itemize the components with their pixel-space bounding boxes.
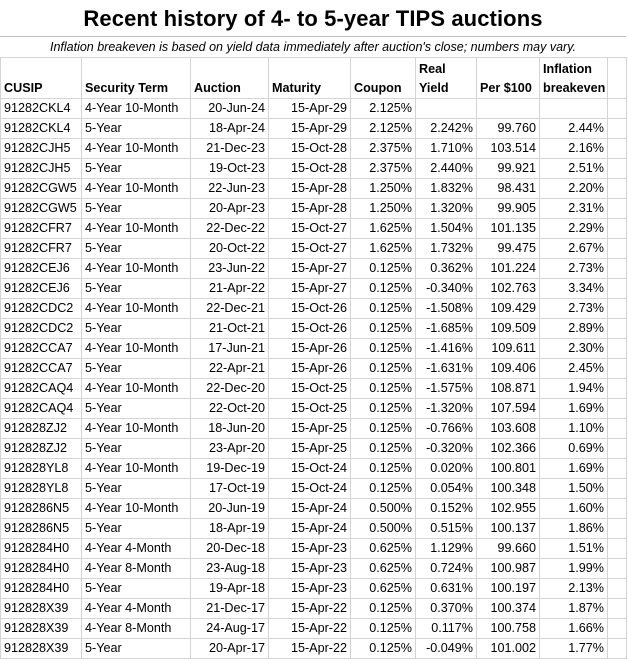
cell-auction: 21-Dec-23 [191,139,269,159]
cell-auction: 23-Jun-22 [191,259,269,279]
cell-auction: 22-Dec-21 [191,299,269,319]
cell-maturity: 15-Apr-26 [269,339,351,359]
cell-real-yield: 0.362% [416,259,477,279]
cell-coupon: 1.250% [351,179,416,199]
cell-per-100: 102.366 [477,439,540,459]
cell-per-100: 99.475 [477,239,540,259]
cell-coupon: 0.125% [351,619,416,639]
cell-cusip: 912828X39 [1,619,82,639]
cell-coupon: 0.125% [351,339,416,359]
cell-per-100: 99.905 [477,199,540,219]
cell-coupon: 0.125% [351,399,416,419]
empty-cell [608,379,627,399]
cell-maturity: 15-Oct-27 [269,219,351,239]
cell-coupon: 2.125% [351,99,416,119]
cell-inflation-breakeven: 2.73% [540,259,608,279]
cell-real-yield: 0.054% [416,479,477,499]
table-row [1,599,627,619]
table-row [1,159,627,179]
cell-coupon: 0.125% [351,319,416,339]
table-row [1,439,627,459]
cell-per-100: 100.348 [477,479,540,499]
cell-maturity: 15-Apr-22 [269,619,351,639]
cell-real-yield: 0.515% [416,519,477,539]
cell-cusip: 91282CDC2 [1,319,82,339]
cell-cusip: 91282CCA7 [1,359,82,379]
cell-coupon: 0.125% [351,479,416,499]
cell-inflation-breakeven: 2.13% [540,579,608,599]
cell-cusip: 91282CEJ6 [1,259,82,279]
table-row [1,399,627,419]
cell-auction: 22-Dec-20 [191,379,269,399]
cell-inflation-breakeven: 2.89% [540,319,608,339]
empty-cell [608,279,627,299]
cell-cusip: 91282CFR7 [1,219,82,239]
table-body [1,99,627,659]
table-row [1,319,627,339]
table-row [1,239,627,259]
cell-real-yield [416,99,477,119]
empty-cell [608,339,627,359]
empty-cell [608,159,627,179]
empty-cell [608,499,627,519]
cell-per-100: 99.660 [477,539,540,559]
cell-real-yield: 1.832% [416,179,477,199]
header-row [1,58,627,99]
cell-maturity: 15-Oct-27 [269,239,351,259]
cell-inflation-breakeven: 2.20% [540,179,608,199]
cell-real-yield: 0.370% [416,599,477,619]
cell-maturity: 15-Apr-26 [269,359,351,379]
cell-coupon: 1.625% [351,219,416,239]
table-row [1,359,627,379]
cell-coupon: 0.125% [351,639,416,659]
cell-real-yield: 1.732% [416,239,477,259]
cell-inflation-breakeven: 1.69% [540,459,608,479]
header-inflation-breakeven: Inflation breakeven [540,58,608,99]
cell-per-100: 109.611 [477,339,540,359]
cell-coupon: 0.125% [351,459,416,479]
cell-coupon: 0.125% [351,439,416,459]
table-row [1,379,627,399]
cell-real-yield: -1.575% [416,379,477,399]
cell-coupon: 0.125% [351,299,416,319]
cell-auction: 20-Jun-19 [191,499,269,519]
empty-cell [608,299,627,319]
cell-auction: 19-Apr-18 [191,579,269,599]
cell-per-100: 101.135 [477,219,540,239]
table-row [1,579,627,599]
table-row [1,639,627,659]
cell-per-100: 99.760 [477,119,540,139]
cell-inflation-breakeven: 1.99% [540,559,608,579]
cell-real-yield: -1.631% [416,359,477,379]
cell-inflation-breakeven: 2.16% [540,139,608,159]
table-row [1,339,627,359]
cell-auction: 23-Aug-18 [191,559,269,579]
cell-cusip: 91282CFR7 [1,239,82,259]
cell-inflation-breakeven: 1.87% [540,599,608,619]
table-row [1,559,627,579]
cell-inflation-breakeven: 2.45% [540,359,608,379]
cell-inflation-breakeven: 1.66% [540,619,608,639]
cell-real-yield: 0.152% [416,499,477,519]
cell-coupon: 0.125% [351,599,416,619]
cell-security-term: 5-Year [82,579,191,599]
table-row [1,139,627,159]
empty-cell [608,579,627,599]
cell-maturity: 15-Apr-25 [269,439,351,459]
cell-real-yield: 0.020% [416,459,477,479]
cell-maturity: 15-Oct-24 [269,459,351,479]
cell-per-100: 103.514 [477,139,540,159]
cell-auction: 17-Jun-21 [191,339,269,359]
cell-cusip: 91282CKL4 [1,119,82,139]
cell-per-100: 109.429 [477,299,540,319]
cell-per-100: 103.608 [477,419,540,439]
cell-cusip: 9128284H0 [1,559,82,579]
cell-security-term: 5-Year [82,519,191,539]
cell-coupon: 0.625% [351,559,416,579]
cell-inflation-breakeven: 2.67% [540,239,608,259]
cell-security-term: 4-Year 10-Month [82,339,191,359]
cell-maturity: 15-Apr-27 [269,279,351,299]
cell-security-term: 5-Year [82,279,191,299]
table-title: Recent history of 4- to 5-year TIPS auctions [83,6,543,31]
cell-real-yield: 1.129% [416,539,477,559]
cell-cusip: 91282CDC2 [1,299,82,319]
cell-maturity: 15-Oct-25 [269,399,351,419]
cell-per-100: 100.137 [477,519,540,539]
table-row [1,99,627,119]
cell-auction: 17-Oct-19 [191,479,269,499]
cell-real-yield: 2.242% [416,119,477,139]
cell-cusip: 91282CKL4 [1,99,82,119]
cell-maturity: 15-Apr-25 [269,419,351,439]
cell-auction: 22-Jun-23 [191,179,269,199]
cell-auction: 18-Apr-24 [191,119,269,139]
cell-inflation-breakeven: 1.94% [540,379,608,399]
cell-inflation-breakeven: 2.51% [540,159,608,179]
cell-cusip: 912828YL8 [1,459,82,479]
cell-auction: 20-Apr-23 [191,199,269,219]
cell-cusip: 912828ZJ2 [1,439,82,459]
empty-cell [608,399,627,419]
cell-inflation-breakeven: 1.60% [540,499,608,519]
empty-cell [608,539,627,559]
cell-security-term: 5-Year [82,119,191,139]
header-maturity: Maturity [269,58,351,99]
empty-cell [608,179,627,199]
cell-inflation-breakeven: 1.77% [540,639,608,659]
cell-auction: 23-Apr-20 [191,439,269,459]
table-row [1,499,627,519]
table-row [1,199,627,219]
empty-cell [608,599,627,619]
header-cusip: CUSIP [1,58,82,99]
cell-coupon: 0.500% [351,499,416,519]
cell-auction: 20-Oct-22 [191,239,269,259]
cell-maturity: 15-Apr-28 [269,179,351,199]
cell-security-term: 4-Year 10-Month [82,99,191,119]
cell-cusip: 91282CEJ6 [1,279,82,299]
cell-per-100: 109.406 [477,359,540,379]
cell-coupon: 0.125% [351,259,416,279]
header-per-100: Per $100 [477,58,540,99]
cell-security-term: 4-Year 10-Month [82,259,191,279]
cell-auction: 19-Dec-19 [191,459,269,479]
cell-security-term: 4-Year 10-Month [82,419,191,439]
cell-security-term: 5-Year [82,159,191,179]
cell-auction: 21-Apr-22 [191,279,269,299]
table-row [1,119,627,139]
cell-auction: 18-Apr-19 [191,519,269,539]
cell-cusip: 91282CJH5 [1,139,82,159]
cell-cusip: 91282CAQ4 [1,399,82,419]
cell-auction: 22-Apr-21 [191,359,269,379]
cell-inflation-breakeven: 1.86% [540,519,608,539]
cell-security-term: 4-Year 4-Month [82,539,191,559]
cell-real-yield: 1.504% [416,219,477,239]
cell-inflation-breakeven: 1.69% [540,399,608,419]
cell-maturity: 15-Apr-29 [269,99,351,119]
empty-cell [608,319,627,339]
cell-maturity: 15-Apr-23 [269,579,351,599]
cell-auction: 22-Dec-22 [191,219,269,239]
cell-maturity: 15-Oct-26 [269,299,351,319]
cell-cusip: 91282CAQ4 [1,379,82,399]
cell-cusip: 912828YL8 [1,479,82,499]
cell-maturity: 15-Apr-28 [269,199,351,219]
cell-maturity: 15-Apr-27 [269,259,351,279]
cell-real-yield: 1.320% [416,199,477,219]
cell-cusip: 91282CGW5 [1,199,82,219]
cell-cusip: 912828X39 [1,639,82,659]
cell-real-yield: -0.049% [416,639,477,659]
cell-auction: 21-Oct-21 [191,319,269,339]
empty-cell [608,219,627,239]
cell-inflation-breakeven: 0.69% [540,439,608,459]
table-row [1,539,627,559]
table-row [1,219,627,239]
cell-per-100: 100.197 [477,579,540,599]
cell-security-term: 5-Year [82,319,191,339]
cell-inflation-breakeven: 1.10% [540,419,608,439]
cell-maturity: 15-Oct-25 [269,379,351,399]
empty-cell [608,259,627,279]
empty-cell [608,619,627,639]
table-row [1,419,627,439]
cell-security-term: 4-Year 10-Month [82,179,191,199]
table-row [1,479,627,499]
cell-maturity: 15-Apr-23 [269,559,351,579]
cell-inflation-breakeven: 2.44% [540,119,608,139]
cell-security-term: 5-Year [82,199,191,219]
cell-auction: 20-Dec-18 [191,539,269,559]
cell-real-yield: -1.685% [416,319,477,339]
cell-maturity: 15-Apr-22 [269,639,351,659]
cell-per-100: 107.594 [477,399,540,419]
cell-security-term: 4-Year 8-Month [82,619,191,639]
empty-cell [608,359,627,379]
cell-inflation-breakeven: 1.50% [540,479,608,499]
cell-auction: 24-Aug-17 [191,619,269,639]
cell-per-100: 102.955 [477,499,540,519]
empty-cell [608,439,627,459]
cell-auction: 20-Apr-17 [191,639,269,659]
cell-coupon: 0.625% [351,579,416,599]
header-security-term: Security Term [82,58,191,99]
empty-cell [608,459,627,479]
cell-coupon: 2.375% [351,139,416,159]
empty-cell [608,479,627,499]
cell-per-100: 101.224 [477,259,540,279]
cell-cusip: 9128284H0 [1,579,82,599]
cell-per-100: 99.921 [477,159,540,179]
cell-security-term: 5-Year [82,399,191,419]
cell-real-yield: 0.724% [416,559,477,579]
cell-auction: 18-Jun-20 [191,419,269,439]
cell-maturity: 15-Apr-23 [269,539,351,559]
table-row [1,619,627,639]
cell-security-term: 4-Year 10-Month [82,459,191,479]
empty-cell [608,639,627,659]
cell-maturity: 15-Oct-24 [269,479,351,499]
cell-cusip: 9128286N5 [1,519,82,539]
cell-security-term: 4-Year 10-Month [82,139,191,159]
cell-coupon: 2.375% [351,159,416,179]
table-row [1,279,627,299]
cell-per-100: 98.431 [477,179,540,199]
table-row [1,299,627,319]
empty-cell [608,139,627,159]
cell-coupon: 0.125% [351,419,416,439]
cell-per-100: 108.871 [477,379,540,399]
cell-cusip: 912828X39 [1,599,82,619]
cell-security-term: 4-Year 10-Month [82,499,191,519]
cell-security-term: 4-Year 10-Month [82,379,191,399]
cell-maturity: 15-Apr-29 [269,119,351,139]
cell-real-yield: 0.117% [416,619,477,639]
table-subtitle: Inflation breakeven is based on yield data immediately after auction's close; numbers may vary. [0,36,626,57]
table-row [1,179,627,199]
empty-cell [608,99,627,119]
cell-inflation-breakeven [540,99,608,119]
cell-real-yield: 2.440% [416,159,477,179]
cell-real-yield: 0.631% [416,579,477,599]
cell-security-term: 5-Year [82,359,191,379]
table-row [1,459,627,479]
cell-real-yield: -1.416% [416,339,477,359]
cell-real-yield: -0.340% [416,279,477,299]
cell-coupon: 1.250% [351,199,416,219]
cell-inflation-breakeven: 2.30% [540,339,608,359]
cell-cusip: 9128284H0 [1,539,82,559]
cell-real-yield: -1.508% [416,299,477,319]
cell-coupon: 2.125% [351,119,416,139]
cell-cusip: 91282CJH5 [1,159,82,179]
cell-security-term: 5-Year [82,479,191,499]
cell-coupon: 0.125% [351,379,416,399]
cell-maturity: 15-Oct-28 [269,159,351,179]
cell-inflation-breakeven: 2.31% [540,199,608,219]
cell-per-100: 100.758 [477,619,540,639]
cell-real-yield: -0.766% [416,419,477,439]
cell-maturity: 15-Apr-24 [269,499,351,519]
cell-cusip: 91282CGW5 [1,179,82,199]
header-auction: Auction [191,58,269,99]
cell-coupon: 0.125% [351,359,416,379]
cell-real-yield: 1.710% [416,139,477,159]
cell-inflation-breakeven: 1.51% [540,539,608,559]
cell-per-100 [477,99,540,119]
table-row [1,259,627,279]
table-row [1,519,627,539]
tips-auctions-table [0,57,627,659]
cell-cusip: 9128286N5 [1,499,82,519]
empty-cell [608,199,627,219]
cell-inflation-breakeven: 2.73% [540,299,608,319]
cell-security-term: 4-Year 10-Month [82,219,191,239]
cell-coupon: 0.500% [351,519,416,539]
cell-security-term: 4-Year 4-Month [82,599,191,619]
cell-coupon: 1.625% [351,239,416,259]
cell-cusip: 91282CCA7 [1,339,82,359]
empty-cell [608,419,627,439]
cell-cusip: 912828ZJ2 [1,419,82,439]
cell-coupon: 0.125% [351,279,416,299]
cell-per-100: 101.002 [477,639,540,659]
cell-real-yield: -1.320% [416,399,477,419]
cell-security-term: 4-Year 8-Month [82,559,191,579]
empty-cell [608,559,627,579]
cell-per-100: 109.509 [477,319,540,339]
cell-security-term: 5-Year [82,239,191,259]
cell-per-100: 102.763 [477,279,540,299]
cell-auction: 22-Oct-20 [191,399,269,419]
cell-maturity: 15-Apr-22 [269,599,351,619]
cell-maturity: 15-Oct-26 [269,319,351,339]
cell-inflation-breakeven: 3.34% [540,279,608,299]
cell-inflation-breakeven: 2.29% [540,219,608,239]
cell-auction: 19-Oct-23 [191,159,269,179]
cell-security-term: 5-Year [82,639,191,659]
empty-cell [608,239,627,259]
cell-coupon: 0.625% [351,539,416,559]
cell-real-yield: -0.320% [416,439,477,459]
cell-per-100: 100.374 [477,599,540,619]
cell-maturity: 15-Apr-24 [269,519,351,539]
header-coupon: Coupon [351,58,416,99]
cell-per-100: 100.801 [477,459,540,479]
cell-per-100: 100.987 [477,559,540,579]
empty-cell [608,119,627,139]
cell-security-term: 4-Year 10-Month [82,299,191,319]
cell-auction: 20-Jun-24 [191,99,269,119]
cell-security-term: 5-Year [82,439,191,459]
empty-cell [608,58,627,99]
cell-maturity: 15-Oct-28 [269,139,351,159]
header-real-yield: Real Yield [416,58,477,99]
cell-auction: 21-Dec-17 [191,599,269,619]
empty-cell [608,519,627,539]
